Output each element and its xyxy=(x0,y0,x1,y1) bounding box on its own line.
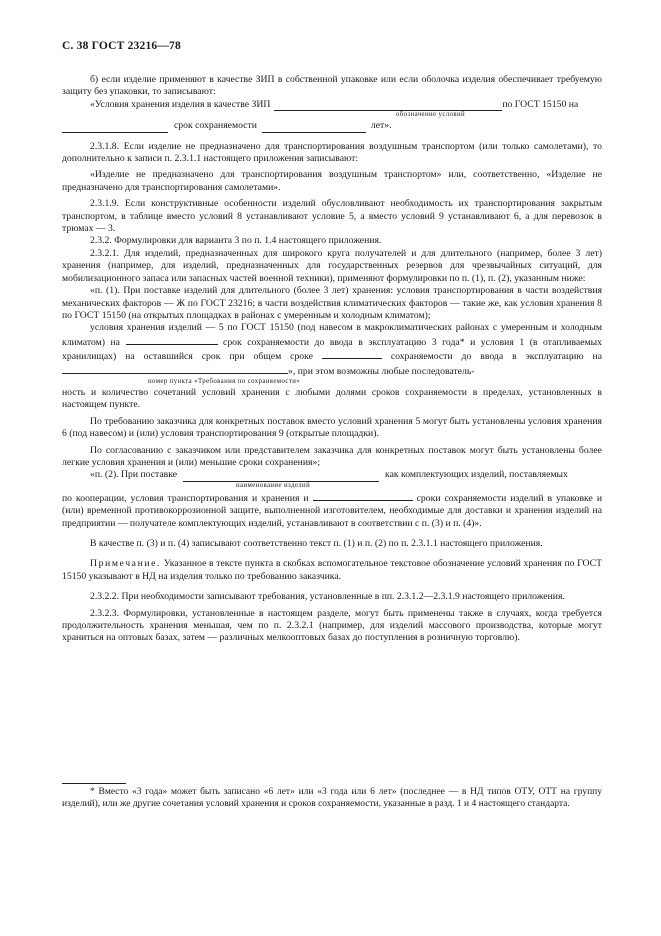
footnote-text: * Вместо «3 года» может быть записано «6 лет» или «3 года или 6 лет» (последнее — в НД типов ОТУ, ОТТ на группу изделий), или же другие сочетания условий хранения и сроков сохраняемости, указанные в разд. 1 и 4 настоящего стандарта. xyxy=(62,787,602,810)
form-text: срок сохраняемости xyxy=(174,120,257,132)
footnote-rule xyxy=(62,783,126,784)
form-line xyxy=(62,120,602,132)
paragraph: «п. (1). При поставке изделий для длительного (более 3 лет) хранения: условия транспортирования в части воздействия механических факторов — Ж по ГОСТ 23216; в части воздействия климатических факторов — такие же, как условия хранения 8 по ГОСТ 15150 (на открытых площадках в районах с умеренным и холодным климатом); xyxy=(62,285,602,321)
form-text: условия хранения изделий — 5 по ГОСТ 15150 (под навесом в макроклиматических районах с умеренным и холодным климатом) на xyxy=(62,322,602,348)
caption-row xyxy=(62,482,602,491)
note-text: Указанное в тексте пункта в скобках вспомогательное текстовое обозначение условий хранения по ГОСТ 15150 указывают в НД на изделия только по требованию заказчика. xyxy=(62,558,603,582)
blank-field xyxy=(62,123,168,133)
form-text: лет». xyxy=(370,120,392,132)
paragraph: По согласованию с заказчиком или представителем заказчика для конкретных поставок могут быть установлены более легкие условия хранения и (или) меньшие сроки сохранения»; xyxy=(62,444,602,468)
blank-field xyxy=(313,491,413,501)
paragraph: «Изделие не предназначено для транспортирования воздушным транспортом» или, соответственно, «Изделие не предназначено для транспортирования самолетами». xyxy=(62,169,602,193)
blank-field xyxy=(262,123,366,133)
blank-field xyxy=(183,472,379,482)
form-text: как комплектующих изделий, поставляемых xyxy=(385,469,568,481)
blank-field xyxy=(274,101,502,111)
field-caption: наименование изделий xyxy=(236,481,311,489)
paragraph: б) если изделие применяют в качестве ЗИП в собственной упаковке или если оболочка изделия обеспечивает требуемую защиту без упаковки, то записывают: xyxy=(62,74,602,98)
paragraph: По требованию заказчика для конкретных поставок вместо условий хранения 5 могут быть установлены условия хранения 6 (под навесом) и (или) условия транспортирования 9 (открытые площадки). xyxy=(62,415,602,440)
note-label: Примечание. xyxy=(90,558,162,570)
form-line xyxy=(62,469,602,481)
form-text: сроки сохраняемости изделий в упаковке и (или) временной противокоррозионной защите, выполненной изготовителем, необходимые для доставки и хранения изделий на предприятии — получателе комплектующих изделий, устанавливают в соответствии с п. (3) и п. (4)». xyxy=(62,492,602,529)
form-text: «Условия хранения изделия в качестве ЗИП xyxy=(90,98,271,110)
field-caption: обозначение условий xyxy=(396,111,466,119)
blank-field xyxy=(322,349,382,359)
caption-row xyxy=(62,111,602,120)
note-paragraph xyxy=(62,558,602,583)
form-line xyxy=(62,99,602,111)
paragraph: 2.3.2.1. Для изделий, предназначенных для широкого круга получателей и для длительного (например, более 3 лет) хранения (например, для изделий, предназначенных для государственных резервов для чрезвычайных ситуаций, для мобилизационного запаса или запасных частей военной техники), применяют формулировки по п. (1), п. (2), указанным ниже: xyxy=(62,247,602,284)
form-text: по ГОСТ 15150 на xyxy=(502,98,579,110)
blank-field xyxy=(62,364,288,374)
blank-field xyxy=(126,335,218,345)
paragraph xyxy=(62,491,602,530)
paragraph: 2.3.2. Формулировки для варианта 3 по п. 1.4 настоящего приложения. xyxy=(90,235,382,247)
paragraph: В качестве п. (3) и п. (4) записывают соответственно текст п. (1) и п. (2) по п. 2.3.1.1 настоящего приложения. xyxy=(90,538,543,549)
paragraph: 2.3.2.3. Формулировки, установленные в настоящем разделе, могут быть применены также в случаях, когда требуется продолжительность хранения меньшая, чем по п. 2.3.2.1 (например, для изделий массового производства, которые могут храниться на оптовых базах, затем — различных мелкооптовых базах до поступления в розничную торговлю). xyxy=(62,607,602,644)
caption-row xyxy=(62,378,602,387)
form-text: », при этом возможны любые последователь- xyxy=(288,365,475,377)
form-text: «п. (2). При поставке xyxy=(90,469,178,481)
paragraph: 2.3.1.8. Если изделие не предназначено для транспортирования воздушным транспортом (или только самолетами), то дополнительно к записи п. 2.3.1.1 настоящего приложения записывают: xyxy=(62,140,602,165)
paragraph: 2.3.2.2. При необходимости записывают требования, установленные в пп. 2.3.1.2—2.3.1.9 настоящего приложения. xyxy=(90,591,565,603)
form-text: по кооперации, условия транспортирования и хранения и xyxy=(62,492,309,504)
paragraph xyxy=(62,322,602,378)
footnote xyxy=(62,786,602,811)
field-caption: номер пункта «Требования по сохраняемости» xyxy=(148,377,301,385)
page-body xyxy=(62,74,602,645)
form-text: срок сохраняемости до ввода в эксплуатацию 3 года* и условия 1 (в отапливаемых хранилищах) на оставшийся срок при общем сроке xyxy=(62,336,602,363)
paragraph: ность и количество сочетаний условий хранения с любыми долями сроков сохраняемости в пределах, установленных в настоящем пункте. xyxy=(62,386,602,411)
paragraph: 2.3.1.9. Если конструктивные особенности изделий обусловливают необходимость их транспортирования закрытым транспортом, в таблице вместо условий 8 устанавливают условие 5, а вместо условий 9 устанавливают 6, а для перевозок в трюмах — 3. xyxy=(62,198,602,235)
page-header: С. 38 ГОСТ 23216—78 xyxy=(62,40,181,52)
form-text: сохраняемости до ввода в эксплуатацию на xyxy=(390,351,602,363)
